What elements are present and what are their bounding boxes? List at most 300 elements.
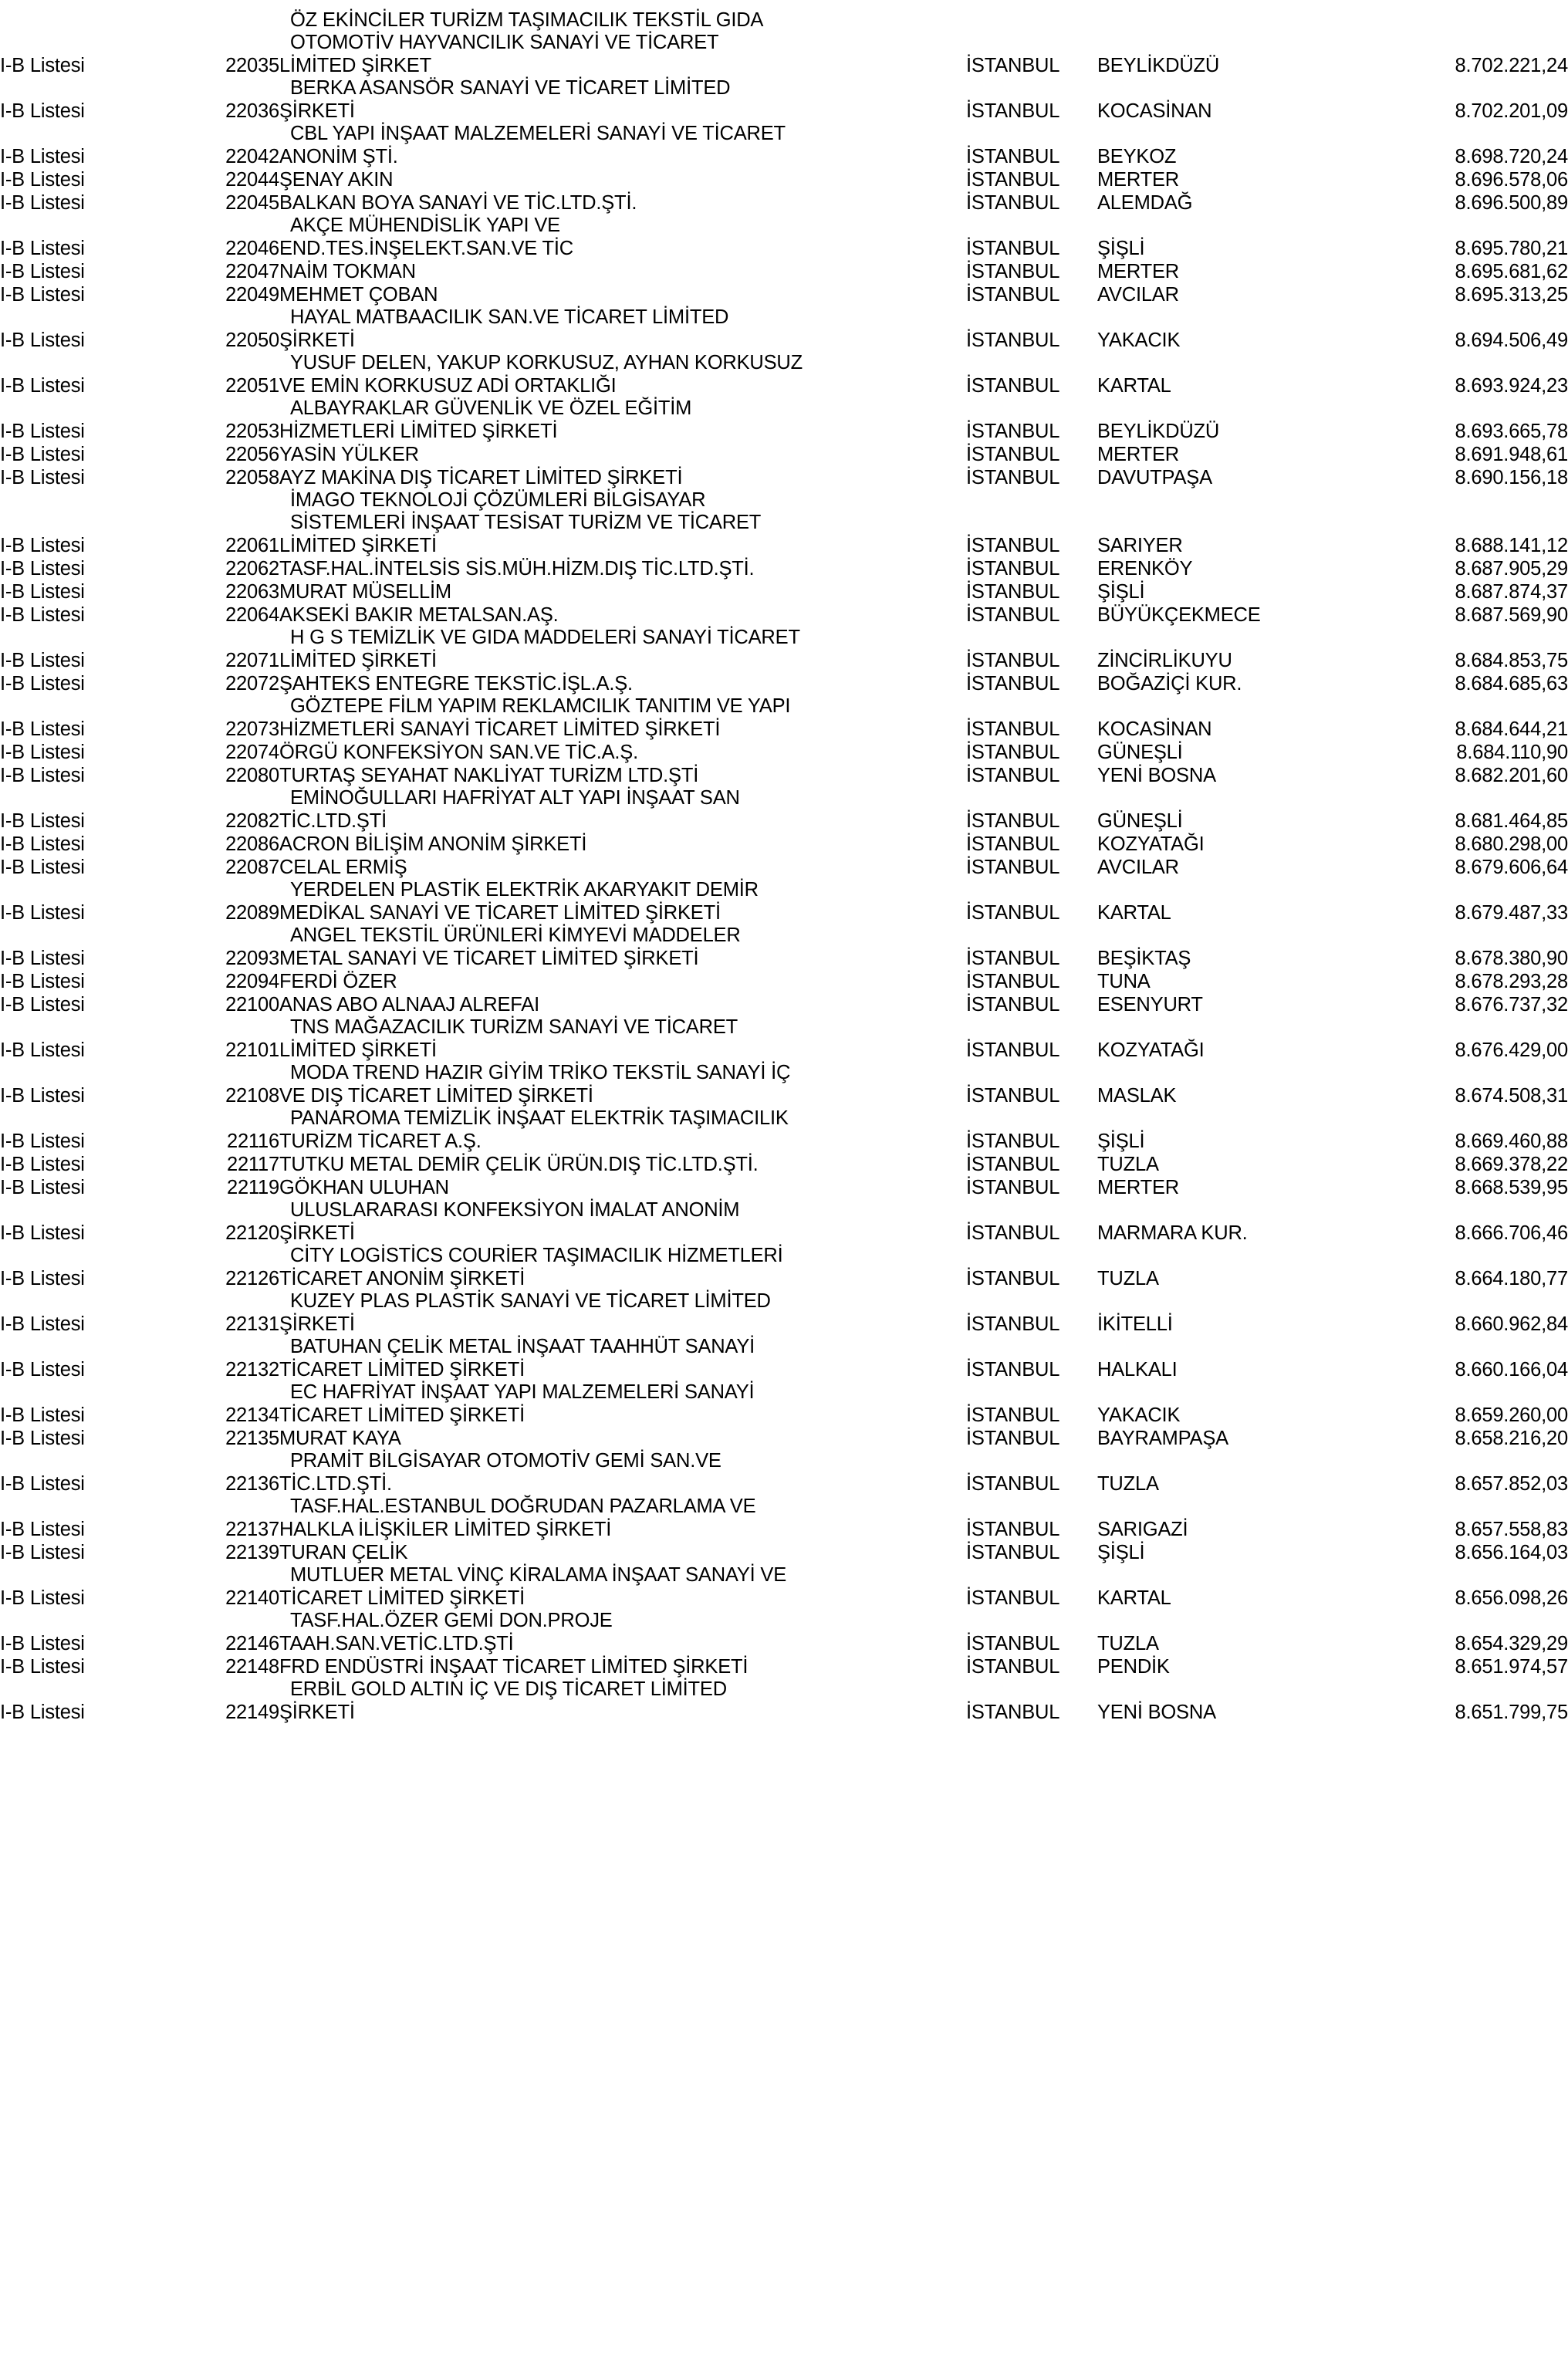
province-cell: İSTANBUL [966,168,1060,191]
tax-office-cell: SARIYER [1097,534,1183,556]
table-row-wrapline [0,1494,1568,1516]
tax-office-cell: İKİTELLİ [1097,1313,1173,1335]
province-cell: İSTANBUL [966,557,1060,580]
list-type-cell [0,1677,193,1699]
taxpayer-name-continuation: ALBAYRAKLAR GÜVENLİK VE ÖZEL EĞİTİM [290,397,692,419]
tax-office-cell: BEŞİKTAŞ [1097,947,1191,969]
taxpayer-name-continuation: BATUHAN ÇELİK METAL İNŞAAT TAAHHÜT SANAYİ [290,1335,755,1357]
list-type-cell [0,1334,193,1357]
amount-cell: 8.695.681,62 [1455,260,1568,282]
province-cell: İSTANBUL [966,443,1060,465]
table-row-wrapline [0,488,1568,510]
tax-office-cell: AVCILAR [1097,283,1179,306]
tax-office-cell [1097,1198,1371,1220]
taxpayer-name-continuation: MUTLUER METAL VİNÇ KİRALAMA İNŞAAT SANAYİ VE [290,1563,787,1586]
sequence-cell [193,1563,279,1585]
sequence-cell: 22035 [225,54,279,76]
sequence-cell [193,76,279,98]
province-cell [966,213,1097,235]
list-type-cell: I-B Listesi [0,993,85,1016]
list-type-cell: I-B Listesi [0,420,85,442]
amount-cell: 8.666.706,46 [1455,1222,1568,1244]
tax-office-cell [1097,30,1371,52]
table-row-wrapline [0,1608,1568,1631]
taxpayer-name-cell: MURAT MÜSELLİM [279,580,451,603]
amount-cell [1371,8,1568,30]
table-row-wrapline [0,305,1568,327]
taxpayer-name-cell: CELAL ERMİŞ [279,856,407,878]
list-type-cell: I-B Listesi [0,1472,85,1495]
province-cell: İSTANBUL [966,1039,1060,1061]
amount-cell [1371,1677,1568,1699]
tax-office-cell [1097,1334,1371,1357]
list-type-cell [0,877,193,900]
province-cell [966,1243,1097,1266]
sequence-cell: 22044 [225,168,279,191]
taxpayer-name-continuation: ANGEL TEKSTİL ÜRÜNLERİ KİMYEVİ MADDELER [290,924,741,946]
amount-cell: 8.682.201,60 [1455,764,1568,786]
amount-cell: 8.679.606,64 [1455,856,1568,878]
sequence-cell: 22082 [225,809,279,832]
list-type-cell [0,1448,193,1471]
taxpayer-name-cell: TİC.LTD.ŞTİ. [279,1472,392,1495]
table-row [0,1471,1568,1494]
table-row [0,373,1568,396]
list-type-cell [0,1380,193,1402]
sequence-cell: 22136 [225,1472,279,1495]
table-row [0,1631,1568,1654]
province-cell [966,350,1097,373]
amount-cell: 8.676.737,32 [1455,993,1568,1016]
table-row [0,1311,1568,1334]
table-row [0,1174,1568,1198]
taxpayer-name-cell: ŞENAY AKIN [279,168,394,191]
table-row [0,1037,1568,1060]
amount-cell: 8.698.720,24 [1455,145,1568,167]
taxpayer-name-cell: TURTAŞ SEYAHAT NAKLİYAT TURİZM LTD.ŞTİ [279,764,699,786]
list-type-cell [0,8,193,30]
tax-office-cell: TUZLA [1097,1632,1159,1654]
taxpayer-name-cell: TURAN ÇELİK [279,1541,408,1563]
sequence-cell [193,694,279,716]
tax-office-cell: ZİNCİRLİKUYU [1097,649,1232,671]
amount-cell [1371,1334,1568,1357]
list-type-cell: I-B Listesi [0,329,85,351]
sequence-cell [193,121,279,144]
amount-cell: 8.702.221,24 [1455,54,1568,76]
list-type-cell: I-B Listesi [0,1039,85,1061]
list-type-cell: I-B Listesi [0,168,85,191]
province-cell [966,30,1097,52]
tax-office-cell [1097,1015,1371,1037]
sequence-cell: 22058 [225,466,279,488]
table-row [0,992,1568,1015]
sequence-cell: 22053 [225,420,279,442]
province-cell: İSTANBUL [966,237,1060,259]
amount-cell [1371,1608,1568,1631]
tax-office-cell: KOZYATAĞI [1097,833,1205,855]
sequence-cell: 22056 [225,443,279,465]
sequence-cell: 22126 [225,1267,279,1289]
tax-office-cell: KARTAL [1097,374,1171,397]
province-cell: İSTANBUL [966,145,1060,167]
list-type-cell [0,1243,193,1266]
taxpayer-name-cell: LİMİTED ŞİRKET [279,54,431,76]
list-type-cell [0,1563,193,1585]
sequence-cell [193,786,279,808]
taxpayer-name-cell: ŞİRKETİ [279,1222,355,1244]
sequence-cell: 22045 [225,191,279,214]
taxpayer-name-continuation: YUSUF DELEN, YAKUP KORKUSUZ, AYHAN KORKUSUZ [290,351,803,373]
table-row-wrapline [0,1243,1568,1266]
tax-office-cell [1097,1494,1371,1516]
taxpayer-name-continuation: TNS MAĞAZACILIK TURİZM SANAYİ VE TİCARET [290,1016,738,1038]
amount-cell: 8.678.293,28 [1455,970,1568,992]
province-cell [966,694,1097,716]
amount-cell [1371,1494,1568,1516]
tax-office-cell: KOCASİNAN [1097,100,1212,122]
table-row [0,900,1568,923]
province-cell: İSTANBUL [966,1176,1060,1198]
tax-office-cell [1097,488,1371,510]
sequence-cell: 22074 [225,741,279,763]
tax-office-cell: ŞİŞLİ [1097,580,1145,603]
taxpayer-name-continuation: MODA TREND HAZIR GİYİM TRİKO TEKSTİL SANAYİ İÇ [290,1061,791,1083]
table-row [0,441,1568,465]
taxpayer-name-continuation: KUZEY PLAS PLASTİK SANAYİ VE TİCARET LİMİTED [290,1289,771,1312]
amount-cell [1371,1060,1568,1083]
province-cell: İSTANBUL [966,764,1060,786]
tax-office-cell: BÜYÜKÇEKMECE [1097,603,1261,626]
list-type-cell [0,786,193,808]
tax-office-cell [1097,1608,1371,1631]
amount-cell [1371,30,1568,52]
province-cell: İSTANBUL [966,420,1060,442]
province-cell: İSTANBUL [966,1153,1060,1175]
province-cell [966,1060,1097,1083]
sequence-cell [193,1334,279,1357]
list-type-cell: I-B Listesi [0,1222,85,1244]
sequence-cell [193,1243,279,1266]
list-type-cell [0,1289,193,1311]
sequence-cell: 22094 [225,970,279,992]
province-cell [966,1608,1097,1631]
taxpayer-name-cell: TİCARET ANONİM ŞİRKETİ [279,1267,525,1289]
taxpayer-name-cell: HALKLA İLİŞKİLER LİMİTED ŞİRKETİ [279,1518,612,1540]
taxpayer-name-cell: FRD ENDÜSTRİ İNŞAAT TİCARET LİMİTED ŞİRKETİ [279,1655,749,1678]
tax-office-cell: MARMARA KUR. [1097,1222,1248,1244]
sequence-cell: 22108 [225,1084,279,1107]
taxpayer-name-cell: ŞİRKETİ [279,100,355,122]
province-cell: İSTANBUL [966,1313,1060,1335]
sequence-cell: 22089 [225,901,279,924]
table-row [0,831,1568,854]
taxpayer-name-cell: ANAS ABO ALNAAJ ALREFAI [279,993,539,1016]
tax-office-cell [1097,350,1371,373]
list-type-cell: I-B Listesi [0,374,85,397]
amount-cell: 8.695.313,25 [1455,283,1568,306]
table-row-wrapline [0,396,1568,418]
amount-cell [1371,213,1568,235]
tax-office-cell: KOCASİNAN [1097,718,1212,740]
province-cell: İSTANBUL [966,993,1060,1016]
province-cell: İSTANBUL [966,1518,1060,1540]
list-type-cell: I-B Listesi [0,1267,85,1289]
taxpayer-name-continuation: EC HAFRİYAT İNŞAAT YAPI MALZEMELERİ SANAYİ [290,1381,755,1403]
province-cell: İSTANBUL [966,1472,1060,1495]
tax-office-cell [1097,510,1371,532]
table-row-wrapline [0,1106,1568,1128]
taxpayer-name-continuation: H G S TEMİZLİK VE GIDA MADDELERİ SANAYİ TİCARET [290,626,800,648]
table-row [0,1425,1568,1448]
table-body [0,8,1568,1722]
province-cell: İSTANBUL [966,283,1060,306]
province-cell [966,76,1097,98]
sequence-cell: 22132 [225,1358,279,1381]
province-cell [966,1494,1097,1516]
list-type-cell: I-B Listesi [0,443,85,465]
table-row [0,968,1568,992]
list-type-cell: I-B Listesi [0,1084,85,1107]
taxpayer-name-cell: TUTKU METAL DEMİR ÇELİK ÜRÜN.DIŞ TİC.LTD.ŞTİ. [279,1153,759,1175]
amount-cell [1371,121,1568,144]
province-cell [966,1448,1097,1471]
amount-cell: 8.676.429,00 [1455,1039,1568,1061]
amount-cell: 8.684.110,90 [1456,741,1568,763]
amount-cell: 8.656.164,03 [1455,1541,1568,1563]
tax-office-cell [1097,1380,1371,1402]
table-row [0,762,1568,786]
province-cell: İSTANBUL [966,1404,1060,1426]
taxpayer-name-continuation: AKÇE MÜHENDİSLİK YAPI VE [290,214,560,236]
list-type-cell: I-B Listesi [0,1176,85,1198]
taxpayer-name-cell: AKSEKİ BAKIR METALSAN.AŞ. [279,603,559,626]
amount-cell [1371,488,1568,510]
amount-cell [1371,923,1568,945]
tax-office-cell: TUZLA [1097,1472,1159,1495]
taxpayer-name-continuation: CİTY LOGİSTİCS COURİER TAŞIMACILIK HİZMETLERİ [290,1244,783,1266]
sequence-cell [193,1494,279,1516]
list-type-cell [0,1494,193,1516]
amount-cell [1371,76,1568,98]
amount-cell [1371,625,1568,647]
table-row-wrapline [0,1448,1568,1471]
taxpayer-name-cell: ŞİRKETİ [279,1701,355,1723]
tax-office-cell [1097,625,1371,647]
taxpayer-name-cell: GÖKHAN ULUHAN [279,1176,449,1198]
taxpayer-name-cell: VE EMİN KORKUSUZ ADİ ORTAKLIĞI [279,374,617,397]
province-cell: İSTANBUL [966,1222,1060,1244]
amount-cell: 8.669.460,88 [1455,1130,1568,1152]
table-row-wrapline [0,1015,1568,1037]
taxpayer-name-cell: LİMİTED ŞİRKETİ [279,649,437,671]
tax-office-cell: KOZYATAĞI [1097,1039,1205,1061]
amount-cell: 8.693.665,78 [1455,420,1568,442]
tax-office-cell: TUZLA [1097,1267,1159,1289]
amount-cell: 8.690.156,18 [1455,466,1568,488]
province-cell: İSTANBUL [966,856,1060,878]
list-type-cell [0,1060,193,1083]
taxpayer-name-continuation: OTOMOTİV HAYVANCILIK SANAYİ VE TİCARET [290,31,719,53]
province-cell: İSTANBUL [966,1358,1060,1381]
tax-office-cell: MERTER [1097,260,1180,282]
sequence-cell [193,510,279,532]
tax-office-cell: BEYLİKDÜZÜ [1097,54,1220,76]
sequence-cell [193,305,279,327]
sequence-cell: 22131 [225,1313,279,1335]
table-row-wrapline [0,1380,1568,1402]
taxpayer-name-cell: ACRON BİLİŞİM ANONİM ŞİRKETİ [279,833,587,855]
sequence-cell: 22120 [225,1222,279,1244]
list-type-cell: I-B Listesi [0,1632,85,1654]
sequence-cell: 22050 [225,329,279,351]
table-row-wrapline [0,30,1568,52]
sequence-cell [193,1198,279,1220]
tax-office-cell [1097,786,1371,808]
taxpayer-name-cell: ŞİRKETİ [279,1313,355,1335]
tax-office-cell: MASLAK [1097,1084,1177,1107]
sequence-cell [193,213,279,235]
tax-office-cell [1097,694,1371,716]
tax-office-cell [1097,923,1371,945]
amount-cell [1371,350,1568,373]
tax-office-cell: ERENKÖY [1097,557,1193,580]
taxpayer-name-cell: MEDİKAL SANAYİ VE TİCARET LİMİTED ŞİRKETİ [279,901,721,924]
table-row [0,1516,1568,1539]
tax-office-cell: ŞİŞLİ [1097,237,1145,259]
amount-cell: 8.669.378,22 [1455,1153,1568,1175]
tax-office-cell: SARIGAZİ [1097,1518,1188,1540]
sequence-cell: 22093 [225,947,279,969]
tax-office-cell [1097,1563,1371,1585]
table-row [0,52,1568,76]
tax-office-cell: MERTER [1097,168,1180,191]
amount-cell: 8.680.298,00 [1455,833,1568,855]
taxpayer-name-continuation: PANAROMA TEMİZLİK İNŞAAT ELEKTRİK TAŞIMACILIK [290,1107,789,1129]
sequence-cell: 22036 [225,100,279,122]
list-type-cell [0,121,193,144]
table-row [0,1151,1568,1174]
list-type-cell: I-B Listesi [0,260,85,282]
province-cell: İSTANBUL [966,672,1060,695]
tax-office-cell: ŞİŞLİ [1097,1130,1145,1152]
province-cell: İSTANBUL [966,329,1060,351]
province-cell [966,1015,1097,1037]
tax-office-cell: ESENYURT [1097,993,1203,1016]
sequence-cell: 22064 [225,603,279,626]
amount-cell [1371,1015,1568,1037]
taxpayer-name-continuation: ÖZ EKİNCİLER TURİZM TAŞIMACILIK TEKSTİL GIDA [290,8,764,31]
tax-office-cell [1097,1289,1371,1311]
table-row [0,144,1568,167]
table-row [0,167,1568,190]
tax-office-cell [1097,8,1371,30]
table-row-wrapline [0,1563,1568,1585]
table-row [0,1083,1568,1106]
province-cell: İSTANBUL [966,649,1060,671]
amount-cell: 8.657.558,83 [1455,1518,1568,1540]
amount-cell: 8.651.974,57 [1455,1655,1568,1678]
list-type-cell: I-B Listesi [0,741,85,763]
table-row [0,854,1568,877]
sequence-cell: 22134 [225,1404,279,1426]
province-cell [966,510,1097,532]
table-row [0,602,1568,625]
taxpayer-name-continuation: YERDELEN PLASTİK ELEKTRİK AKARYAKIT DEMİR [290,878,759,901]
tax-office-cell: BOĞAZİÇİ KUR. [1097,672,1242,695]
province-cell: İSTANBUL [966,100,1060,122]
table-row [0,647,1568,671]
province-cell: İSTANBUL [966,1130,1060,1152]
taxpayer-name-continuation: ULUSLARARASI KONFEKSİYON İMALAT ANONİM [290,1198,740,1221]
taxpayer-name-cell: ANONİM ŞTİ. [279,145,398,167]
sequence-cell: 22046 [225,237,279,259]
tax-office-cell: BAYRAMPAŞA [1097,1427,1228,1449]
taxpayer-name-cell: METAL SANAYİ VE TİCARET LİMİTED ŞİRKETİ [279,947,699,969]
table-row [0,1220,1568,1243]
amount-cell: 8.687.569,90 [1455,603,1568,626]
amount-cell: 8.658.216,20 [1455,1427,1568,1449]
amount-cell: 8.656.098,26 [1455,1587,1568,1609]
taxpayer-name-continuation: GÖZTEPE FİLM YAPIM REKLAMCILIK TANITIM VE YAPI [290,695,791,717]
province-cell: İSTANBUL [966,260,1060,282]
list-type-cell: I-B Listesi [0,1587,85,1609]
table-row [0,671,1568,694]
taxpayer-name-cell: TİCARET LİMİTED ŞİRKETİ [279,1358,525,1381]
tax-office-cell [1097,1106,1371,1128]
province-cell [966,488,1097,510]
table-row-wrapline [0,877,1568,900]
list-type-cell: I-B Listesi [0,557,85,580]
amount-cell: 8.696.500,89 [1455,191,1568,214]
tax-office-cell: HALKALI [1097,1358,1178,1381]
amount-cell: 8.681.464,85 [1455,809,1568,832]
sequence-cell [193,8,279,30]
table-row [0,235,1568,259]
amount-cell: 8.695.780,21 [1455,237,1568,259]
sequence-cell [193,923,279,945]
list-type-cell: I-B Listesi [0,856,85,878]
table-row-wrapline [0,121,1568,144]
list-type-cell: I-B Listesi [0,1518,85,1540]
taxpayer-name-continuation: CBL YAPI İNŞAAT MALZEMELERİ SANAYİ VE TİCARET [290,122,786,144]
list-type-cell: I-B Listesi [0,237,85,259]
table-row-wrapline [0,8,1568,30]
amount-cell: 8.687.905,29 [1455,557,1568,580]
amount-cell [1371,694,1568,716]
amount-cell: 8.684.685,63 [1455,672,1568,695]
table-row [0,418,1568,441]
tax-office-cell: DAVUTPAŞA [1097,466,1212,488]
list-type-cell [0,510,193,532]
amount-cell: 8.660.962,84 [1455,1313,1568,1335]
table-row [0,1357,1568,1380]
list-type-cell [0,213,193,235]
table-row-wrapline [0,1677,1568,1699]
taxpayer-name-continuation: BERKA ASANSÖR SANAYİ VE TİCARET LİMİTED [290,76,731,99]
province-cell [966,1198,1097,1220]
tax-office-cell: YENİ BOSNA [1097,764,1216,786]
taxpayer-name-cell: LİMİTED ŞİRKETİ [279,1039,437,1061]
tax-office-cell: AVCILAR [1097,856,1179,878]
sequence-cell: 22049 [225,283,279,306]
amount-cell: 8.691.948,61 [1455,443,1568,465]
table-row [0,716,1568,739]
province-cell [966,1106,1097,1128]
tax-office-cell [1097,1060,1371,1083]
taxpayer-name-cell: ŞİRKETİ [279,329,355,351]
taxpayer-name-cell: TİC.LTD.ŞTİ [279,809,387,832]
